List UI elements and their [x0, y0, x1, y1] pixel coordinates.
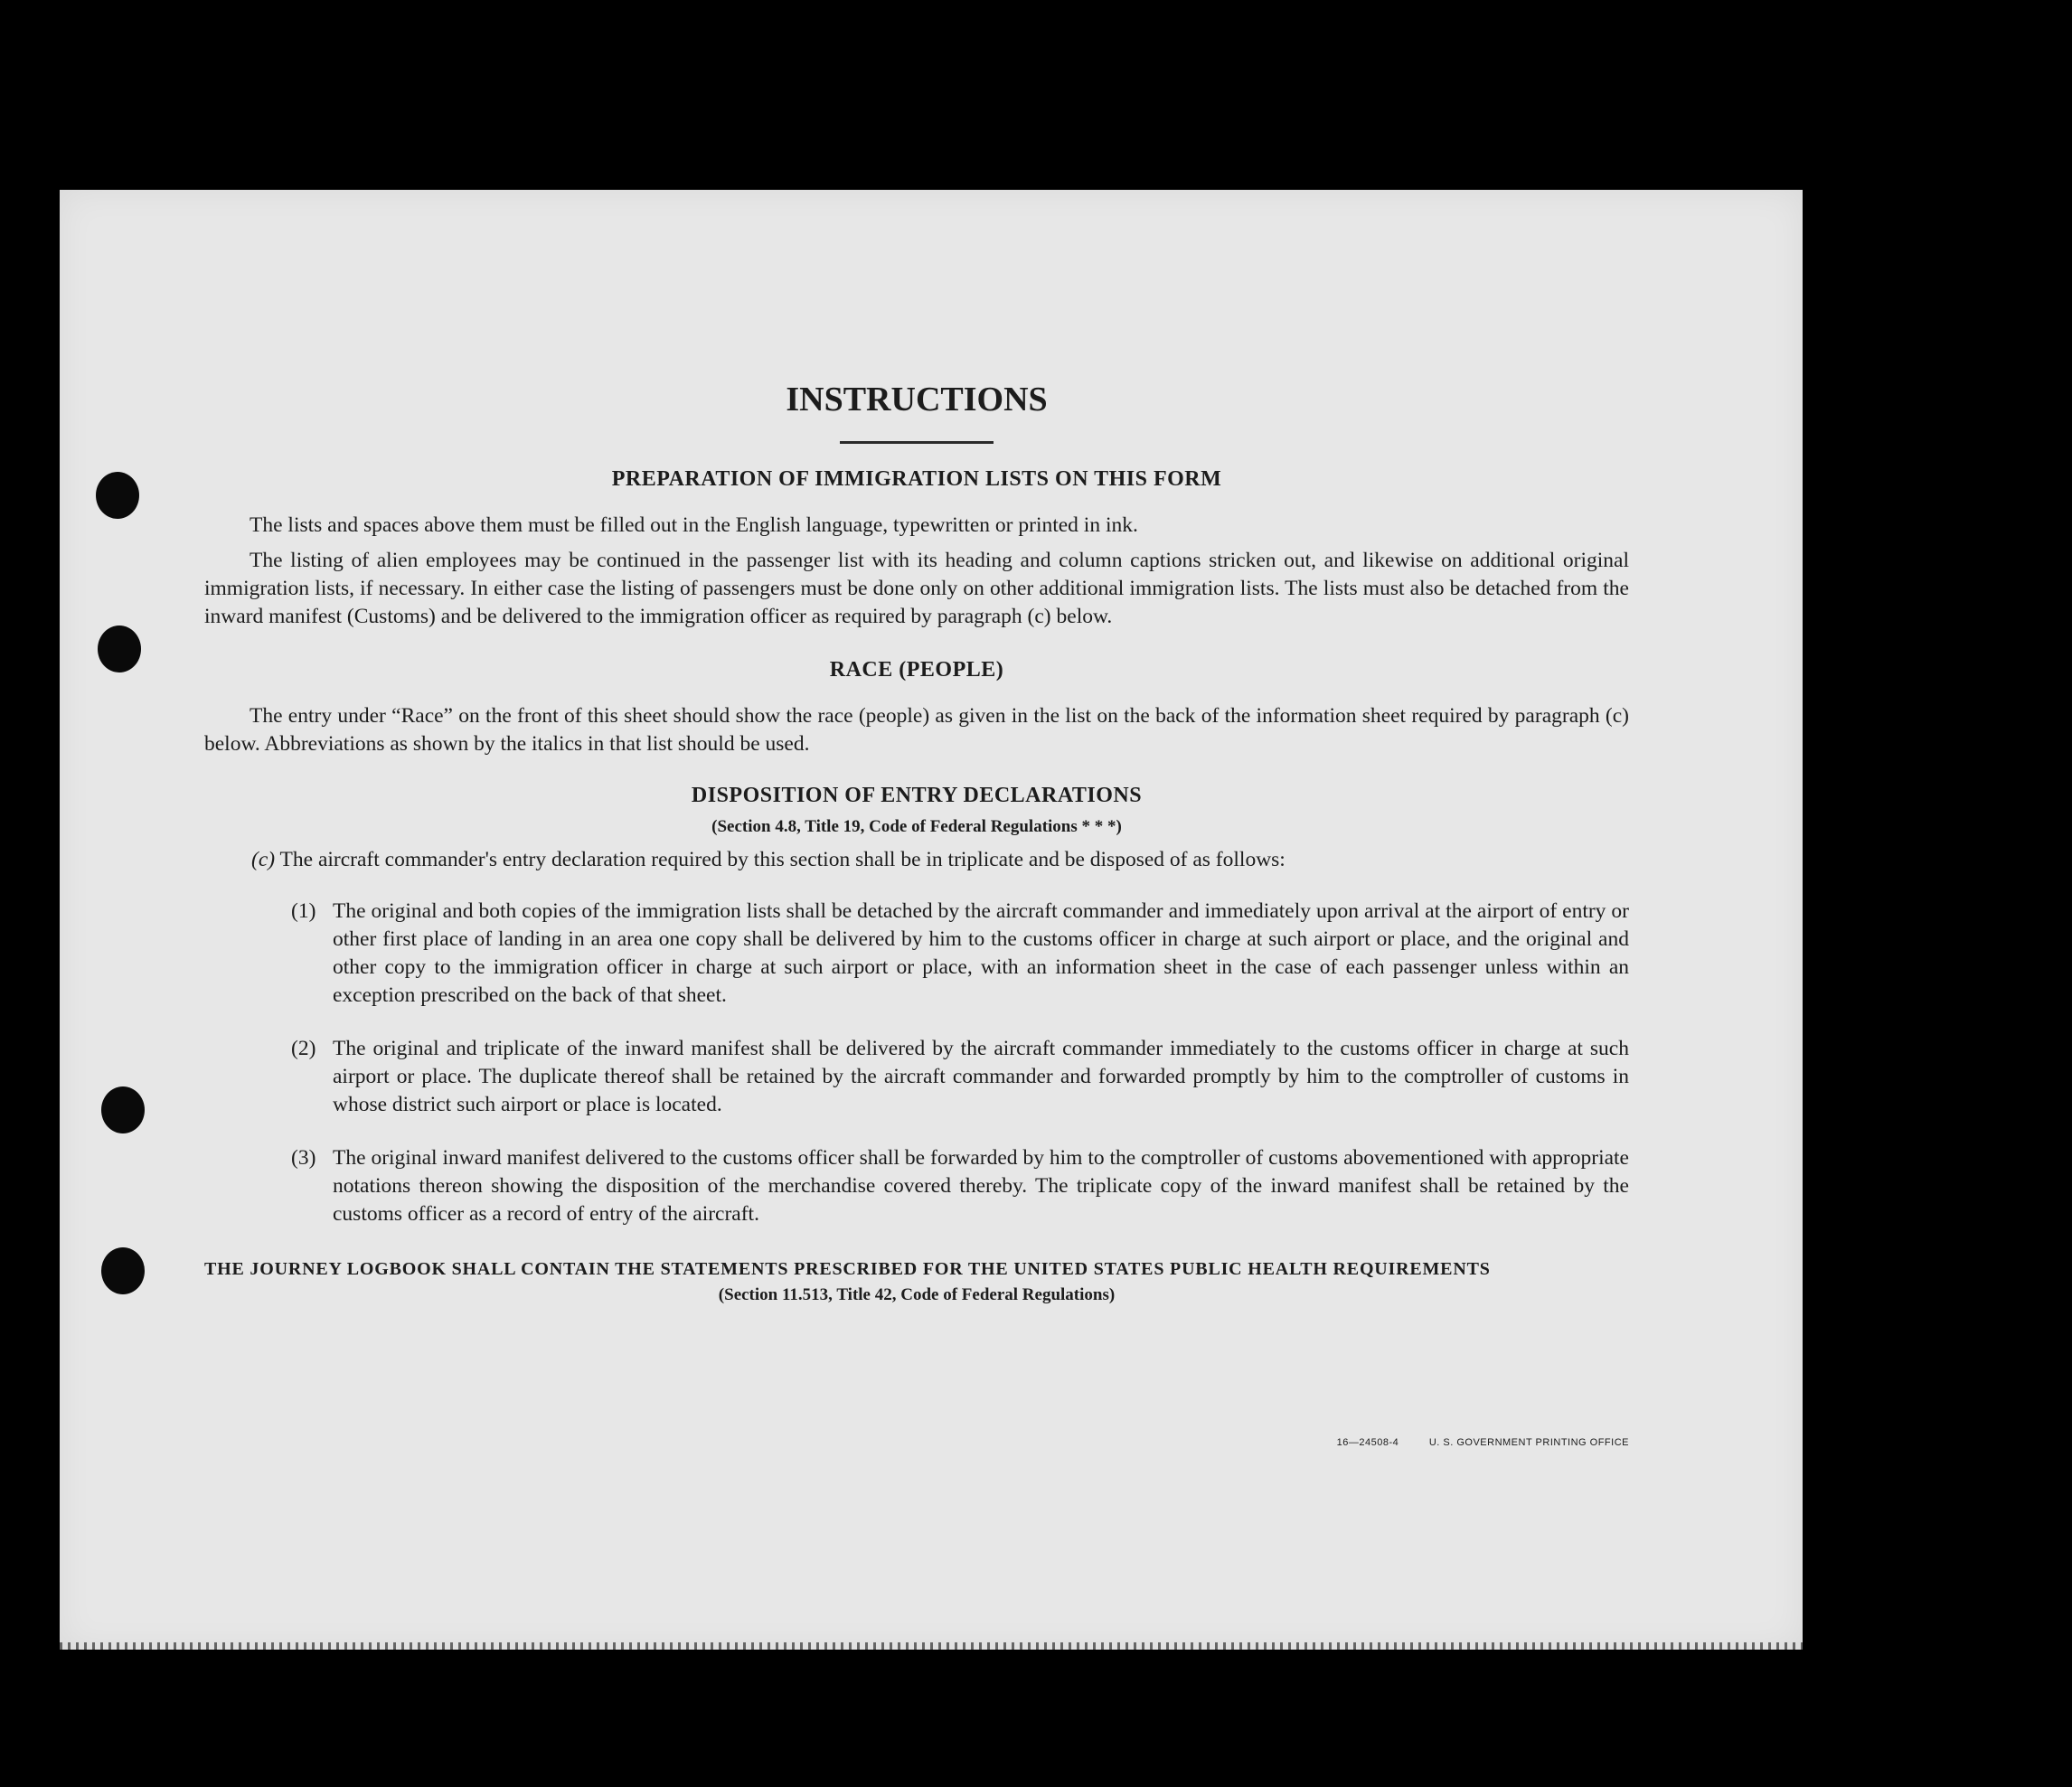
race-heading: RACE (PEOPLE): [829, 658, 1004, 682]
item-number: (1): [291, 899, 316, 923]
list-item: [291, 1035, 1629, 1119]
item-text: The original inward manifest delivered to the customs officer shall be forwarded by him to the comptroller of customs abovementioned with appropriate notations thereon showing the disposition of the merchandise covered thereby. The triplicate copy of the inward manifest shall be retained by the customs officer as a record of entry of the aircraft.: [333, 1146, 1629, 1226]
printer-imprint: [1310, 1437, 1629, 1448]
prep-heading: PREPARATION OF IMMIGRATION LISTS ON THIS FORM: [611, 467, 1222, 491]
prep-paragraph-2: The listing of alien employees may be continued in the passenger list with its heading and column captions stricken out, and likewise on additional original immigration lists, if necessary. In either case the listing of passengers must be done only on other additional immigration lists. The lists must also be detached from the inward manifest (Customs) and be delivered to the immigration officer as required by paragraph (c) below.: [204, 549, 1629, 628]
form-code: 16—24508-4: [1336, 1437, 1399, 1448]
torn-edge: [60, 1642, 1803, 1655]
item-number: (3): [291, 1146, 316, 1170]
title-rule: [840, 441, 994, 444]
list-item: [291, 1144, 1629, 1228]
page-title: INSTRUCTIONS: [786, 381, 1048, 419]
prep-paragraph-1: The lists and spaces above them must be filled out in the English language, typewritten or printed in ink.: [250, 513, 1138, 537]
punch-hole-1: [96, 472, 139, 519]
paragraph-c-label: (c): [251, 848, 276, 871]
list-item: [291, 898, 1629, 1010]
item-text: The original and both copies of the immigration lists shall be detached by the aircraft commander and immediately upon arrival at the airport of entry or other first place of landing in an area one copy shall be delivered by him to the customs officer in charge at such airport or place, and the original and other copy to the immigration officer in charge at such airport or place, with an information sheet in the case of each passenger unless within an exception prescribed on the back of that sheet.: [333, 899, 1629, 1007]
race-paragraph: The entry under “Race” on the front of this sheet should show the race (people) as given in the list on the back of the information sheet required by paragraph (c) below. Abbreviations as shown by the italics in that list should be used.: [204, 704, 1629, 756]
punch-hole-3: [101, 1086, 145, 1133]
paragraph-c: [251, 846, 1629, 874]
printer-name: U. S. GOVERNMENT PRINTING OFFICE: [1428, 1437, 1629, 1448]
item-number: (2): [291, 1037, 316, 1060]
footer-citation: (Section 11.513, Title 42, Code of Federal Regulations): [718, 1285, 1116, 1304]
item-text: The original and triplicate of the inward manifest shall be delivered by the aircraft commander immediately to the customs officer in charge at such airport or place. The duplicate thereof shall be retained by the aircraft commander and forwarded promptly by him to the comptroller of customs in whose district such airport or place is located.: [333, 1037, 1629, 1116]
paragraph-c-text: The aircraft commander's entry declaration required by this section shall be in triplicate and be disposed of as follows:: [279, 848, 1286, 871]
instructions-content: [204, 380, 1629, 1448]
punch-hole-4: [101, 1247, 145, 1294]
disposition-citation: (Section 4.8, Title 19, Code of Federal Regulations * * *): [711, 817, 1122, 836]
punch-hole-2: [98, 625, 141, 672]
disposition-heading: DISPOSITION OF ENTRY DECLARATIONS: [691, 784, 1143, 807]
footer-caption: THE JOURNEY LOGBOOK SHALL CONTAIN THE STATEMENTS PRESCRIBED FOR THE UNITED STATES PUBLIC HEALTH REQUIREMENTS: [204, 1259, 1491, 1279]
